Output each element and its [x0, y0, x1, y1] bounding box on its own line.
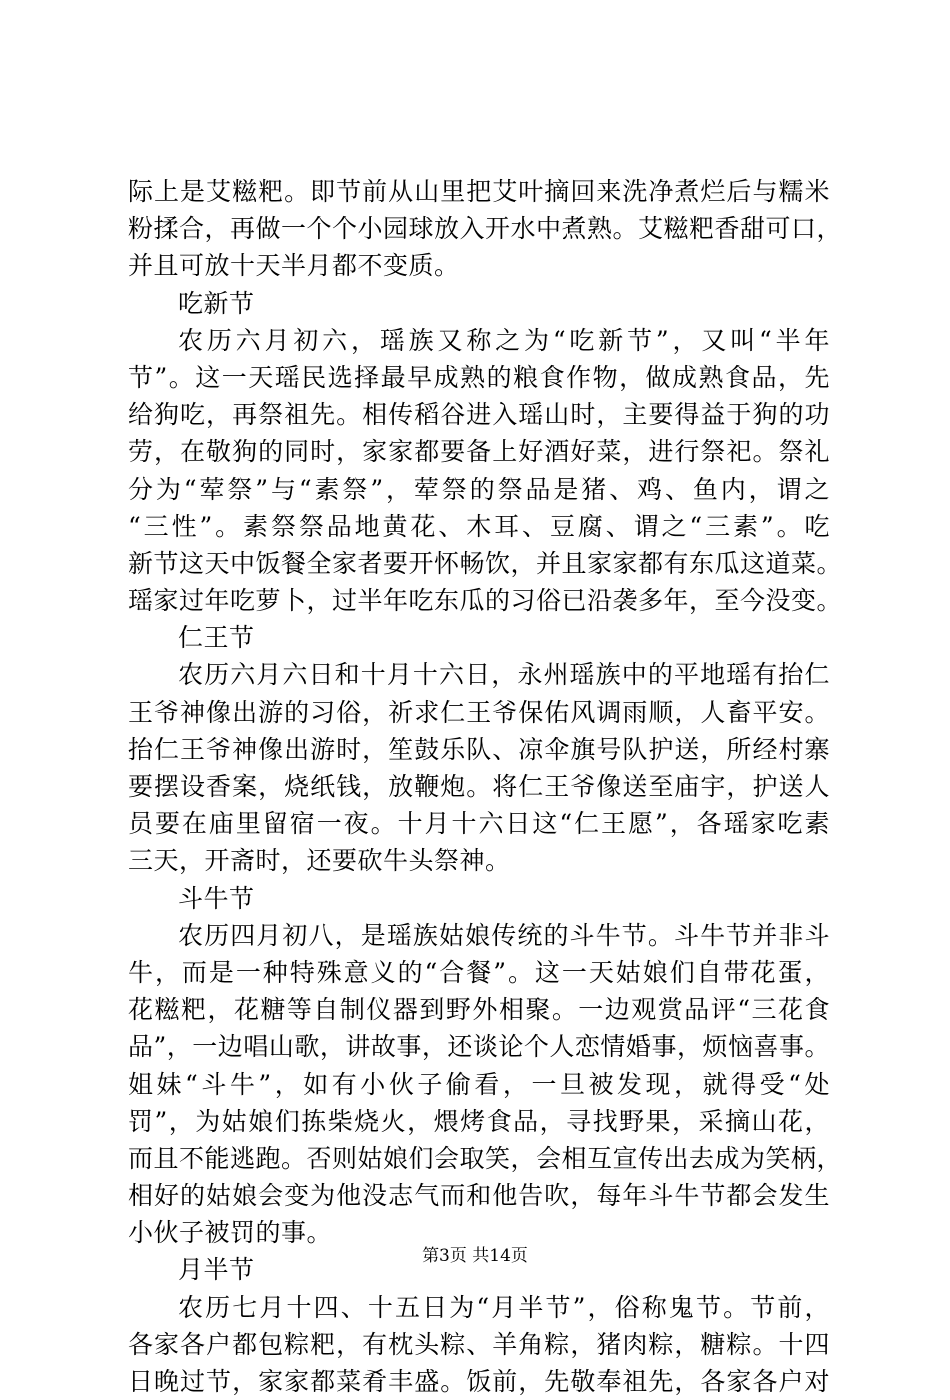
text-line: 三天，开斋时，还要砍牛头祭神。 [128, 846, 511, 876]
text-line: 抬仁王爷神像出游时，笙鼓乐队、凉伞旗号队护送，所经村寨 [128, 734, 830, 764]
text-line: 员要在庙里留宿一夜。十月十六日这“仁王愿”，各瑶家吃素 [128, 809, 830, 839]
text-line: 节”。这一天瑶民选择最早成熟的粮食作物，做成熟食品，先 [128, 362, 830, 392]
section-heading: 斗牛节 [178, 883, 255, 913]
section-heading: 仁王节 [178, 623, 255, 653]
text-line: 日晚过节，家家都菜肴丰盛。饭前，先敬奉祖先，各家各户对 [128, 1367, 830, 1396]
text-line: 罚”，为姑娘们拣柴烧火，煨烤食品，寻找野果，采摘山花， [128, 1106, 830, 1136]
text-line: 农历四月初八，是瑶族姑娘传统的斗牛节。斗牛节并非斗 [178, 920, 830, 950]
text-line: 花糍粑，花糖等自制仪器到野外相聚。一边观赏品评“三花食 [128, 995, 830, 1025]
text-line: 瑶家过年吃萝卜，过半年吃东瓜的习俗已沿袭多年，至今没变。 [128, 586, 843, 616]
section-heading: 吃新节 [178, 288, 255, 318]
text-line: 粉揉合，再做一个个小园球放入开水中煮熟。艾糍粑香甜可口， [128, 214, 843, 244]
text-line: 农历六月六日和十月十六日，永州瑶族中的平地瑶有抬仁 [178, 660, 830, 690]
document-body [128, 173, 843, 1400]
text-line: 农历七月十四、十五日为“月半节”，俗称鬼节。节前， [178, 1292, 830, 1322]
text-line: 王爷神像出游的习俗，祈求仁王爷保佑风调雨顺，人畜平安。 [128, 697, 830, 727]
text-line: 劳，在敬狗的同时，家家都要备上好酒好菜，进行祭祀。祭礼 [128, 437, 830, 467]
text-line: 要摆设香案，烧纸钱，放鞭炮。将仁王爷像送至庙宇，护送人 [128, 772, 830, 801]
text-line: 而且不能逃跑。否则姑娘们会取笑，会相互宣传出去成为笑柄， [128, 1143, 843, 1173]
text-line: 牛，而是一种特殊意义的“合餐”。这一天姑娘们自带花蛋， [128, 957, 830, 987]
text-line: 际上是艾糍粑。即节前从山里把艾叶摘回来洗净煮烂后与糯米 [128, 177, 830, 206]
text-line: 相好的姑娘会变为他没志气而和他告吹，每年斗牛节都会发生 [128, 1181, 830, 1211]
text-line: 分为“荤祭”与“素祭”，荤祭的祭品是猪、鸡、鱼内，谓之 [128, 474, 830, 504]
text-line: 农历六月初六，瑶族又称之为“吃新节”，又叫“半年 [178, 325, 830, 355]
text-line: “三性”。素祭祭品地黄花、木耳、豆腐、谓之“三素”。吃 [128, 511, 830, 541]
text-line: 并且可放十天半月都不变质。 [128, 251, 460, 281]
section-heading: 月半节 [178, 1255, 255, 1285]
text-line: 新节这天中饭餐全家者要开怀畅饮，并且家家都有东瓜这道菜。 [128, 548, 843, 578]
text-line: 小伙子被罚的事。 [128, 1218, 333, 1248]
text-line: 姐妹“斗牛”，如有小伙子偷看，一旦被发现，就得受“处 [128, 1069, 830, 1099]
text-line: 各家各户都包粽粑，有枕头粽、羊角粽，猪肉粽，糖粽。十四 [128, 1329, 830, 1359]
page-number-footer: 第3页 共14页 [422, 1246, 528, 1266]
text-line: 给狗吃，再祭祖先。相传稻谷进入瑶山时，主要得益于狗的功 [128, 400, 830, 430]
text-line: 品”，一边唱山歌，讲故事，还谈论个人恋情婚事，烦恼喜事。 [128, 1032, 830, 1062]
